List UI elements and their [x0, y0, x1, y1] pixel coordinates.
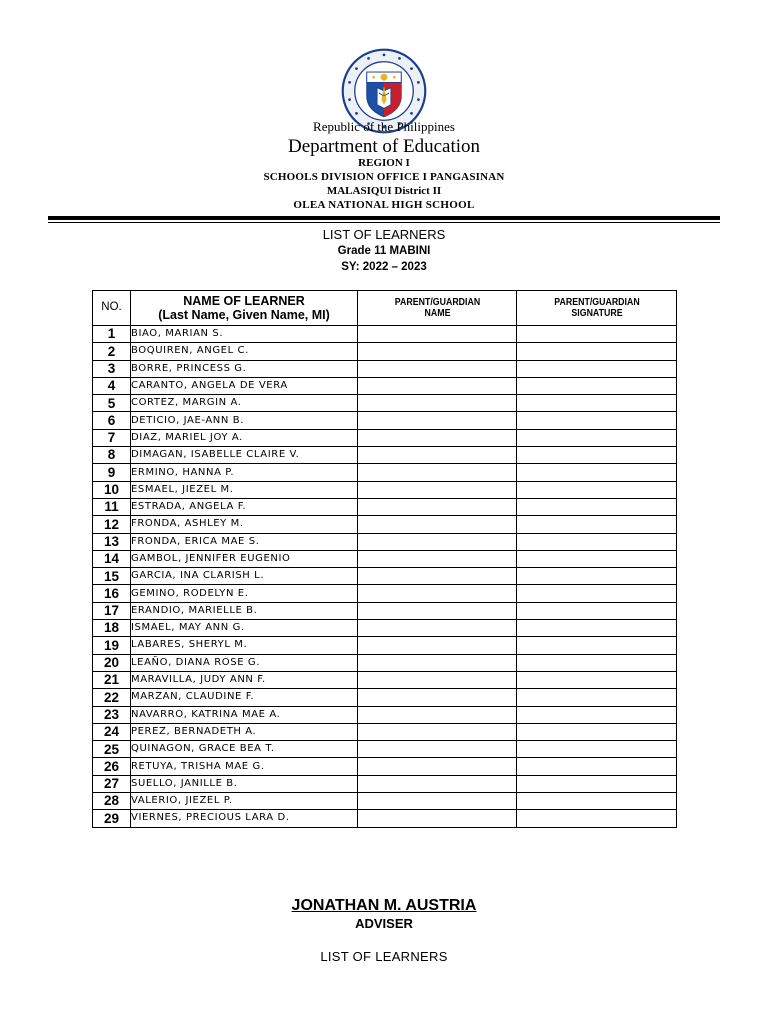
parent-signature-cell[interactable] [517, 516, 677, 533]
learner-number: 20 [93, 654, 131, 671]
learner-name: CORTEZ, MARGIN A. [131, 395, 358, 412]
table-row [93, 533, 677, 550]
header-divider-thick [48, 216, 720, 220]
parent-name-cell[interactable] [358, 706, 517, 723]
column-header-parent-signature-line2: SIGNATURE [570, 308, 623, 319]
learner-number: 27 [93, 775, 131, 792]
parent-name-cell[interactable] [358, 602, 517, 619]
learner-name: QUINAGON, GRACE BEA T. [131, 741, 358, 758]
parent-name-cell[interactable] [358, 516, 517, 533]
learner-name: DETICIO, JAE-ANN B. [131, 412, 358, 429]
learner-name: ESMAEL, JIEZEL M. [131, 481, 358, 498]
learner-name: BORRE, PRINCESS G. [131, 360, 358, 377]
parent-signature-cell[interactable] [517, 464, 677, 481]
parent-signature-cell[interactable] [517, 793, 677, 810]
table-row [93, 620, 677, 637]
learner-name: GEMINO, RODELYN E. [131, 585, 358, 602]
table-row [93, 637, 677, 654]
parent-name-cell[interactable] [358, 447, 517, 464]
learner-name: RETUYA, TRISHA MAE G. [131, 758, 358, 775]
parent-signature-cell[interactable] [517, 481, 677, 498]
table-row [93, 654, 677, 671]
table-row [93, 602, 677, 619]
learner-number: 26 [93, 758, 131, 775]
table-row [93, 568, 677, 585]
table-row [93, 343, 677, 360]
parent-signature-cell[interactable] [517, 706, 677, 723]
learner-number: 14 [93, 550, 131, 567]
district-line: MALASIQUI District II [326, 185, 442, 197]
department-title: Department of Education [287, 136, 481, 157]
learner-name: SUELLO, JANILLE B. [131, 775, 358, 792]
learner-name: ISMAEL, MAY ANN G. [131, 620, 358, 637]
learner-name: NAVARRO, KATRINA MAE A. [131, 706, 358, 723]
learner-number: 7 [93, 429, 131, 446]
learner-number: 10 [93, 481, 131, 498]
table-row [93, 464, 677, 481]
column-header-name-line2: (Last Name, Given Name, MI) [158, 308, 330, 322]
document-title: LIST OF LEARNERS [322, 227, 446, 242]
learner-name: DIAZ, MARIEL JOY A. [131, 429, 358, 446]
learner-name: MARAVILLA, JUDY ANN F. [131, 671, 358, 688]
parent-signature-cell[interactable] [517, 326, 677, 343]
parent-signature-cell[interactable] [517, 447, 677, 464]
parent-name-cell[interactable] [358, 550, 517, 567]
column-header-parent-name-line2: NAME [424, 308, 450, 319]
table-row [93, 741, 677, 758]
table-row [93, 758, 677, 775]
learner-number: 16 [93, 585, 131, 602]
learner-name: VIERNES, PRECIOUS LARA D. [131, 810, 358, 827]
learner-name: ERANDIO, MARIELLE B. [131, 602, 358, 619]
parent-name-cell[interactable] [358, 758, 517, 775]
table-row [93, 516, 677, 533]
learner-number: 29 [93, 810, 131, 827]
school-name: OLEA NATIONAL HIGH SCHOOL [293, 199, 475, 211]
parent-signature-cell[interactable] [517, 637, 677, 654]
parent-name-cell[interactable] [358, 343, 517, 360]
table-row [93, 775, 677, 792]
parent-name-cell[interactable] [358, 533, 517, 550]
parent-name-cell[interactable] [358, 723, 517, 740]
parent-signature-cell[interactable] [517, 395, 677, 412]
parent-name-cell[interactable] [358, 412, 517, 429]
parent-name-cell[interactable] [358, 377, 517, 394]
learner-number: 3 [93, 360, 131, 377]
parent-signature-cell[interactable] [517, 671, 677, 688]
parent-name-cell[interactable] [358, 429, 517, 446]
column-header-parent-name-line1: PARENT/GUARDIAN [394, 296, 480, 308]
header-divider-thin [48, 222, 720, 223]
parent-signature-cell[interactable] [517, 741, 677, 758]
learners-table-body [93, 326, 677, 828]
learner-number: 9 [93, 464, 131, 481]
parent-signature-cell[interactable] [517, 602, 677, 619]
parent-signature-cell[interactable] [517, 498, 677, 515]
learner-name: VALERIO, JIEZEL P. [131, 793, 358, 810]
table-row [93, 723, 677, 740]
parent-name-cell[interactable] [358, 810, 517, 827]
section-label: Grade 11 MABINI [337, 245, 431, 257]
division-line: SCHOOLS DIVISION OFFICE I PANGASINAN [263, 171, 505, 183]
table-row [93, 689, 677, 706]
learner-number: 11 [93, 498, 131, 515]
learner-name: FRONDA, ERICA MAE S. [131, 533, 358, 550]
parent-signature-cell[interactable] [517, 775, 677, 792]
learner-number: 19 [93, 637, 131, 654]
parent-name-cell[interactable] [358, 620, 517, 637]
parent-name-cell[interactable] [358, 481, 517, 498]
column-header-parent-signature [526, 291, 667, 326]
table-row [93, 447, 677, 464]
learner-name: ERMINO, HANNA P. [131, 464, 358, 481]
table-row [93, 326, 677, 343]
table-row [93, 706, 677, 723]
column-header-name-line1: NAME OF LEARNER [183, 293, 305, 308]
table-header-row [93, 291, 677, 326]
parent-signature-cell[interactable] [517, 689, 677, 706]
parent-signature-cell[interactable] [517, 723, 677, 740]
learner-number: 25 [93, 741, 131, 758]
parent-signature-cell[interactable] [517, 360, 677, 377]
parent-signature-cell[interactable] [517, 343, 677, 360]
parent-name-cell[interactable] [358, 793, 517, 810]
learner-name: LEAÑO, DIANA ROSE G. [131, 654, 358, 671]
table-row [93, 412, 677, 429]
table-row [93, 377, 677, 394]
learner-name: ESTRADA, ANGELA F. [131, 498, 358, 515]
parent-name-cell[interactable] [358, 585, 517, 602]
parent-name-cell[interactable] [358, 568, 517, 585]
learner-number: 18 [93, 620, 131, 637]
parent-signature-cell[interactable] [517, 810, 677, 827]
table-row [93, 481, 677, 498]
learner-number: 15 [93, 568, 131, 585]
learner-name: LABARES, SHERYL M. [131, 637, 358, 654]
parent-name-cell[interactable] [358, 395, 517, 412]
parent-signature-cell[interactable] [517, 550, 677, 567]
parent-signature-cell[interactable] [517, 429, 677, 446]
table-row [93, 395, 677, 412]
parent-name-cell[interactable] [358, 637, 517, 654]
parent-signature-cell[interactable] [517, 377, 677, 394]
parent-signature-cell[interactable] [517, 758, 677, 775]
parent-name-cell[interactable] [358, 654, 517, 671]
parent-name-cell[interactable] [358, 671, 517, 688]
parent-name-cell[interactable] [358, 689, 517, 706]
parent-signature-cell[interactable] [517, 533, 677, 550]
learner-number: 12 [93, 516, 131, 533]
learner-number: 23 [93, 706, 131, 723]
learner-number: 22 [93, 689, 131, 706]
learner-number: 1 [93, 326, 131, 343]
learner-number: 28 [93, 793, 131, 810]
footer-title: LIST OF LEARNERS [320, 949, 448, 964]
adviser-name: JONATHAN M. AUSTRIA [291, 897, 477, 914]
parent-name-cell[interactable] [358, 741, 517, 758]
learner-name: DIMAGAN, ISABELLE CLAIRE V. [131, 447, 358, 464]
parent-signature-cell[interactable] [517, 654, 677, 671]
learner-name: GARCIA, INA CLARISH L. [131, 568, 358, 585]
parent-name-cell[interactable] [358, 360, 517, 377]
parent-signature-cell[interactable] [517, 585, 677, 602]
parent-name-cell[interactable] [358, 464, 517, 481]
column-header-no: NO. [93, 291, 131, 326]
table-row [93, 671, 677, 688]
parent-name-cell[interactable] [358, 326, 517, 343]
learner-number: 24 [93, 723, 131, 740]
learner-number: 17 [93, 602, 131, 619]
table-row [93, 550, 677, 567]
region-line: REGION I [358, 157, 410, 169]
republic-line: Republic of the Philippines [313, 119, 455, 134]
learner-number: 8 [93, 447, 131, 464]
table-row [93, 810, 677, 827]
learner-name: GAMBOL, JENNIFER EUGENIO [131, 550, 358, 567]
learner-number: 2 [93, 343, 131, 360]
table-row [93, 793, 677, 810]
learner-name: FRONDA, ASHLEY M. [131, 516, 358, 533]
column-header-parent-signature-line1: PARENT/GUARDIAN [553, 296, 640, 308]
learner-name: BIAO, MARIAN S. [131, 326, 358, 343]
learner-name: MARZAN, CLAUDINE F. [131, 689, 358, 706]
parent-name-cell[interactable] [358, 775, 517, 792]
learner-name: CARANTO, ANGELA DE VERA [131, 377, 358, 394]
parent-signature-cell[interactable] [517, 412, 677, 429]
parent-name-cell[interactable] [358, 498, 517, 515]
learners-table [92, 290, 677, 828]
learner-number: 13 [93, 533, 131, 550]
table-row [93, 585, 677, 602]
learner-name: BOQUIREN, ANGEL C. [131, 343, 358, 360]
learner-name: PEREZ, BERNADETH A. [131, 723, 358, 740]
learner-number: 21 [93, 671, 131, 688]
learner-number: 6 [93, 412, 131, 429]
parent-signature-cell[interactable] [517, 568, 677, 585]
table-row [93, 498, 677, 515]
adviser-role: ADVISER [355, 916, 413, 931]
school-year-label: SY: 2022 – 2023 [341, 261, 427, 273]
learner-number: 5 [93, 395, 131, 412]
column-header-name [131, 291, 358, 326]
table-row [93, 429, 677, 446]
table-row [93, 360, 677, 377]
column-header-parent-name [367, 291, 507, 326]
learner-number: 4 [93, 377, 131, 394]
parent-signature-cell[interactable] [517, 620, 677, 637]
